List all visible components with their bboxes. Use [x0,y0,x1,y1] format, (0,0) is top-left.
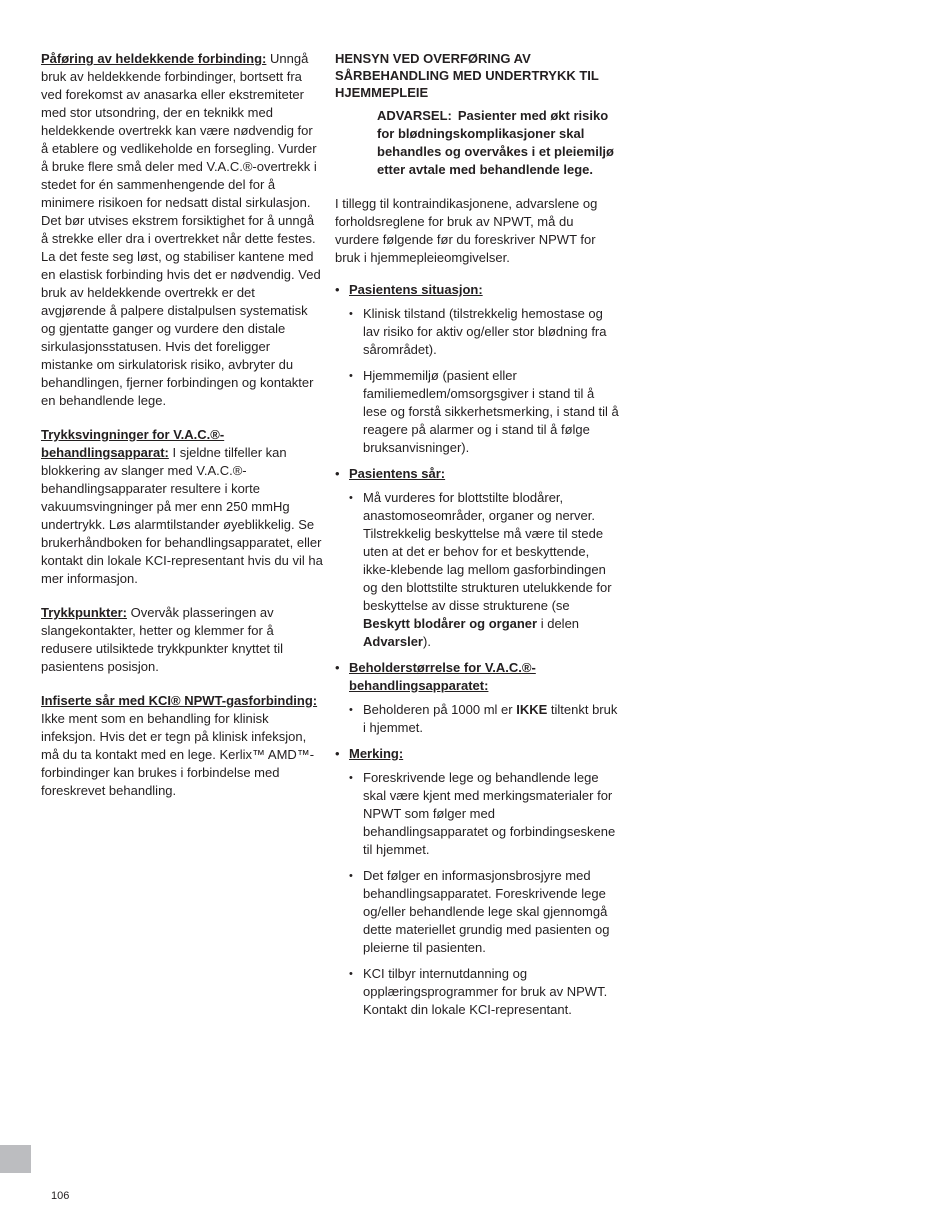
paragraph-pressure-fluctuations [41,426,323,588]
sub-list-item [349,701,619,737]
page-edge-tab [0,1145,31,1173]
paragraph-text: Ikke ment som en behandling for klinisk infeksjon. Hvis det er tegn på klinisk infeksjon, må du ta kontakt med en lege. Kerlix™ AMD™-forbindinger kan brukes i forbindelse med foreskrevet behandling. [41,711,315,798]
list-item [335,745,619,1019]
paragraph-infected-wounds [41,692,323,800]
intro-paragraph: I tillegg til kontraindikasjonene, advarslene og forholdsreglene for bruk av NPWT, må du vurdere følgende før du foreskriver NPWT for bruk i hjemmepleieomgivelser. [335,196,598,265]
list-item [335,465,619,651]
left-column [41,50,323,816]
section-heading: HENSYN VED OVERFØRING AV SÅRBEHANDLING MED UNDERTRYKK TIL HJEMMEPLEIE [335,51,599,100]
paragraph-heading: Trykkpunkter: [41,605,127,620]
sub-list-item [349,367,619,457]
sub-list-item [349,769,619,859]
emphasis: IKKE [516,702,548,717]
warning-text: Pasienter med økt risiko for blødningskomplikasjoner skal behandles og overvåkes i et pleiemiljø etter avtale med behandlende lege. [377,108,614,177]
bullet-icon: • [349,370,353,382]
cross-reference: Beskytt blodårer og organer [363,616,538,631]
bullet-icon: • [349,968,353,980]
paragraph-text: Overvåk plasseringen av slangekontakter, hetter og klemmer for å redusere utilsiktede trykkpunkter knyttet til pasientens posisjon. [41,605,284,674]
sub-list-item-text: tiltenkt bruk i hjemmet. [363,702,618,735]
sub-list-item-text: i delen [537,616,580,631]
paragraph-text: Unngå bruk av heldekkende forbindinger, bortsett fra ved forekomst av anasarka eller ekstremiteter med stor utsondring, der en teknikk med heldekkende overtrekk kan være nødvendig for å etablere og vedlikeholde en forsegling. Vurder å bruke flere små deler med V.A.C.®-overtrekk i stedet for én sammenhengende del for å minimere risikoen for nedsatt distal sirkulasjon. Det bør utvises ekstrem forsiktighet for å unngå å strekke eller dra i overtrekket når dette festes. La det feste seg løst, og stabiliser kantene med en elastisk forbinding hvis det er nødvendig. Ved bruk av heldekkende overtrekk er det avgjørende å palpere distalpulsen systematisk og gjentatte ganger og vurdere den distale sirkulasjonsstatusen. Hvis det foreligger mistanke om sirkulatorisk risiko, avbryter du behandlingen, fjerner forbindingen og kontakter en behandlende lege. [41,51,321,408]
bullet-icon: • [349,772,353,784]
sub-list [349,489,619,651]
right-column [335,50,619,1027]
sub-list-item-text: Foreskrivende lege og behandlende lege skal være kjent med merkingsmaterialer for NPWT som følger med behandlingsapparatet og forbindingseskene til hjemmet. [363,770,616,857]
list-item-title: Beholderstørrelse for V.A.C.®-behandlingsapparatet: [349,660,536,693]
sub-list [349,305,619,457]
sub-list-item [349,489,619,651]
paragraph-heading: Påføring av heldekkende forbinding: [41,51,267,66]
bullet-icon: • [349,492,353,504]
sub-list-item [349,867,619,957]
sub-list [349,701,619,737]
page-number: 106 [51,1190,70,1202]
warning-block [377,107,619,179]
list-item-title: Pasientens situasjon: [349,282,483,297]
list-item-title: Pasientens sår: [349,466,446,481]
sub-list-item-text: Må vurderes for blottstilte blodårer, anastomoseområder, organer og nerver. Tilstrekkelig beskyttelse må være til stede uten at det er behov for et beskyttende, ikke-klebende lag mellom gasforbindingen og den blottstilte strukturen utelukkende for beskyttelse av disse strukturene (se [363,490,612,613]
list-item-title: Merking: [349,746,404,761]
sub-list-item-text: Det følger en informasjonsbrosjyre med behandlingsapparatet. Foreskrivende lege og/eller behandlende lege skal gjennomgå dette materiellet grundig med pasienten og pleierne til pasienten. [363,868,610,955]
paragraph-heading: Trykksvingninger for V.A.C.®-behandlingsapparat: [41,427,225,460]
list-item [335,659,619,737]
bullet-icon: • [335,466,340,481]
list-item [335,281,619,457]
sub-list [349,769,619,1019]
bullet-icon: • [349,870,353,882]
sub-list-item-text: KCI tilbyr internutdanning og opplæringsprogrammer for bruk av NPWT. Kontakt din lokale KCI-representant. [363,966,608,1017]
bullet-icon: • [349,308,353,320]
paragraph-full-cover-dressing [41,50,323,410]
sub-list-item [349,965,619,1019]
sub-list-item-text: ). [422,634,431,649]
paragraph-pressure-points [41,604,323,676]
bullet-icon: • [335,746,340,761]
sub-list-item-text: Klinisk tilstand (tilstrekkelig hemostase og lav risiko for aktiv og/eller stor blødning fra sårområdet). [363,306,607,357]
paragraph-text: I sjeldne tilfeller kan blokkering av slanger med V.A.C.®-behandlingsapparater resultere i korte vakuumsvingninger på mer enn 250 mmHg undertrykk. Løs alarmtilstander øyeblikkelig. Se brukerhåndboken for behandlingsapparatet, eller kontakt din lokale KCI-representant hvis du vil ha mer informasjon. [41,445,323,586]
paragraph-heading: Infiserte sår med KCI® NPWT-gasforbinding: [41,693,318,708]
sub-list-item [349,305,619,359]
cross-reference: Advarsler [363,634,423,649]
bullet-icon: • [335,282,340,297]
bullet-icon: • [335,660,340,675]
sub-list-item-text: Hjemmemiljø (pasient eller familiemedlem/omsorgsgiver i stand til å lese og forstå sikkerhetsmerking, i stand til å reagere på alarmer og i stand til å følge bruksanvisninger). [363,368,619,455]
sub-list-item-text: Beholderen på 1000 ml er [363,702,517,717]
considerations-list [335,281,619,1019]
bullet-icon: • [349,704,353,716]
warning-label: ADVARSEL: [377,108,452,123]
